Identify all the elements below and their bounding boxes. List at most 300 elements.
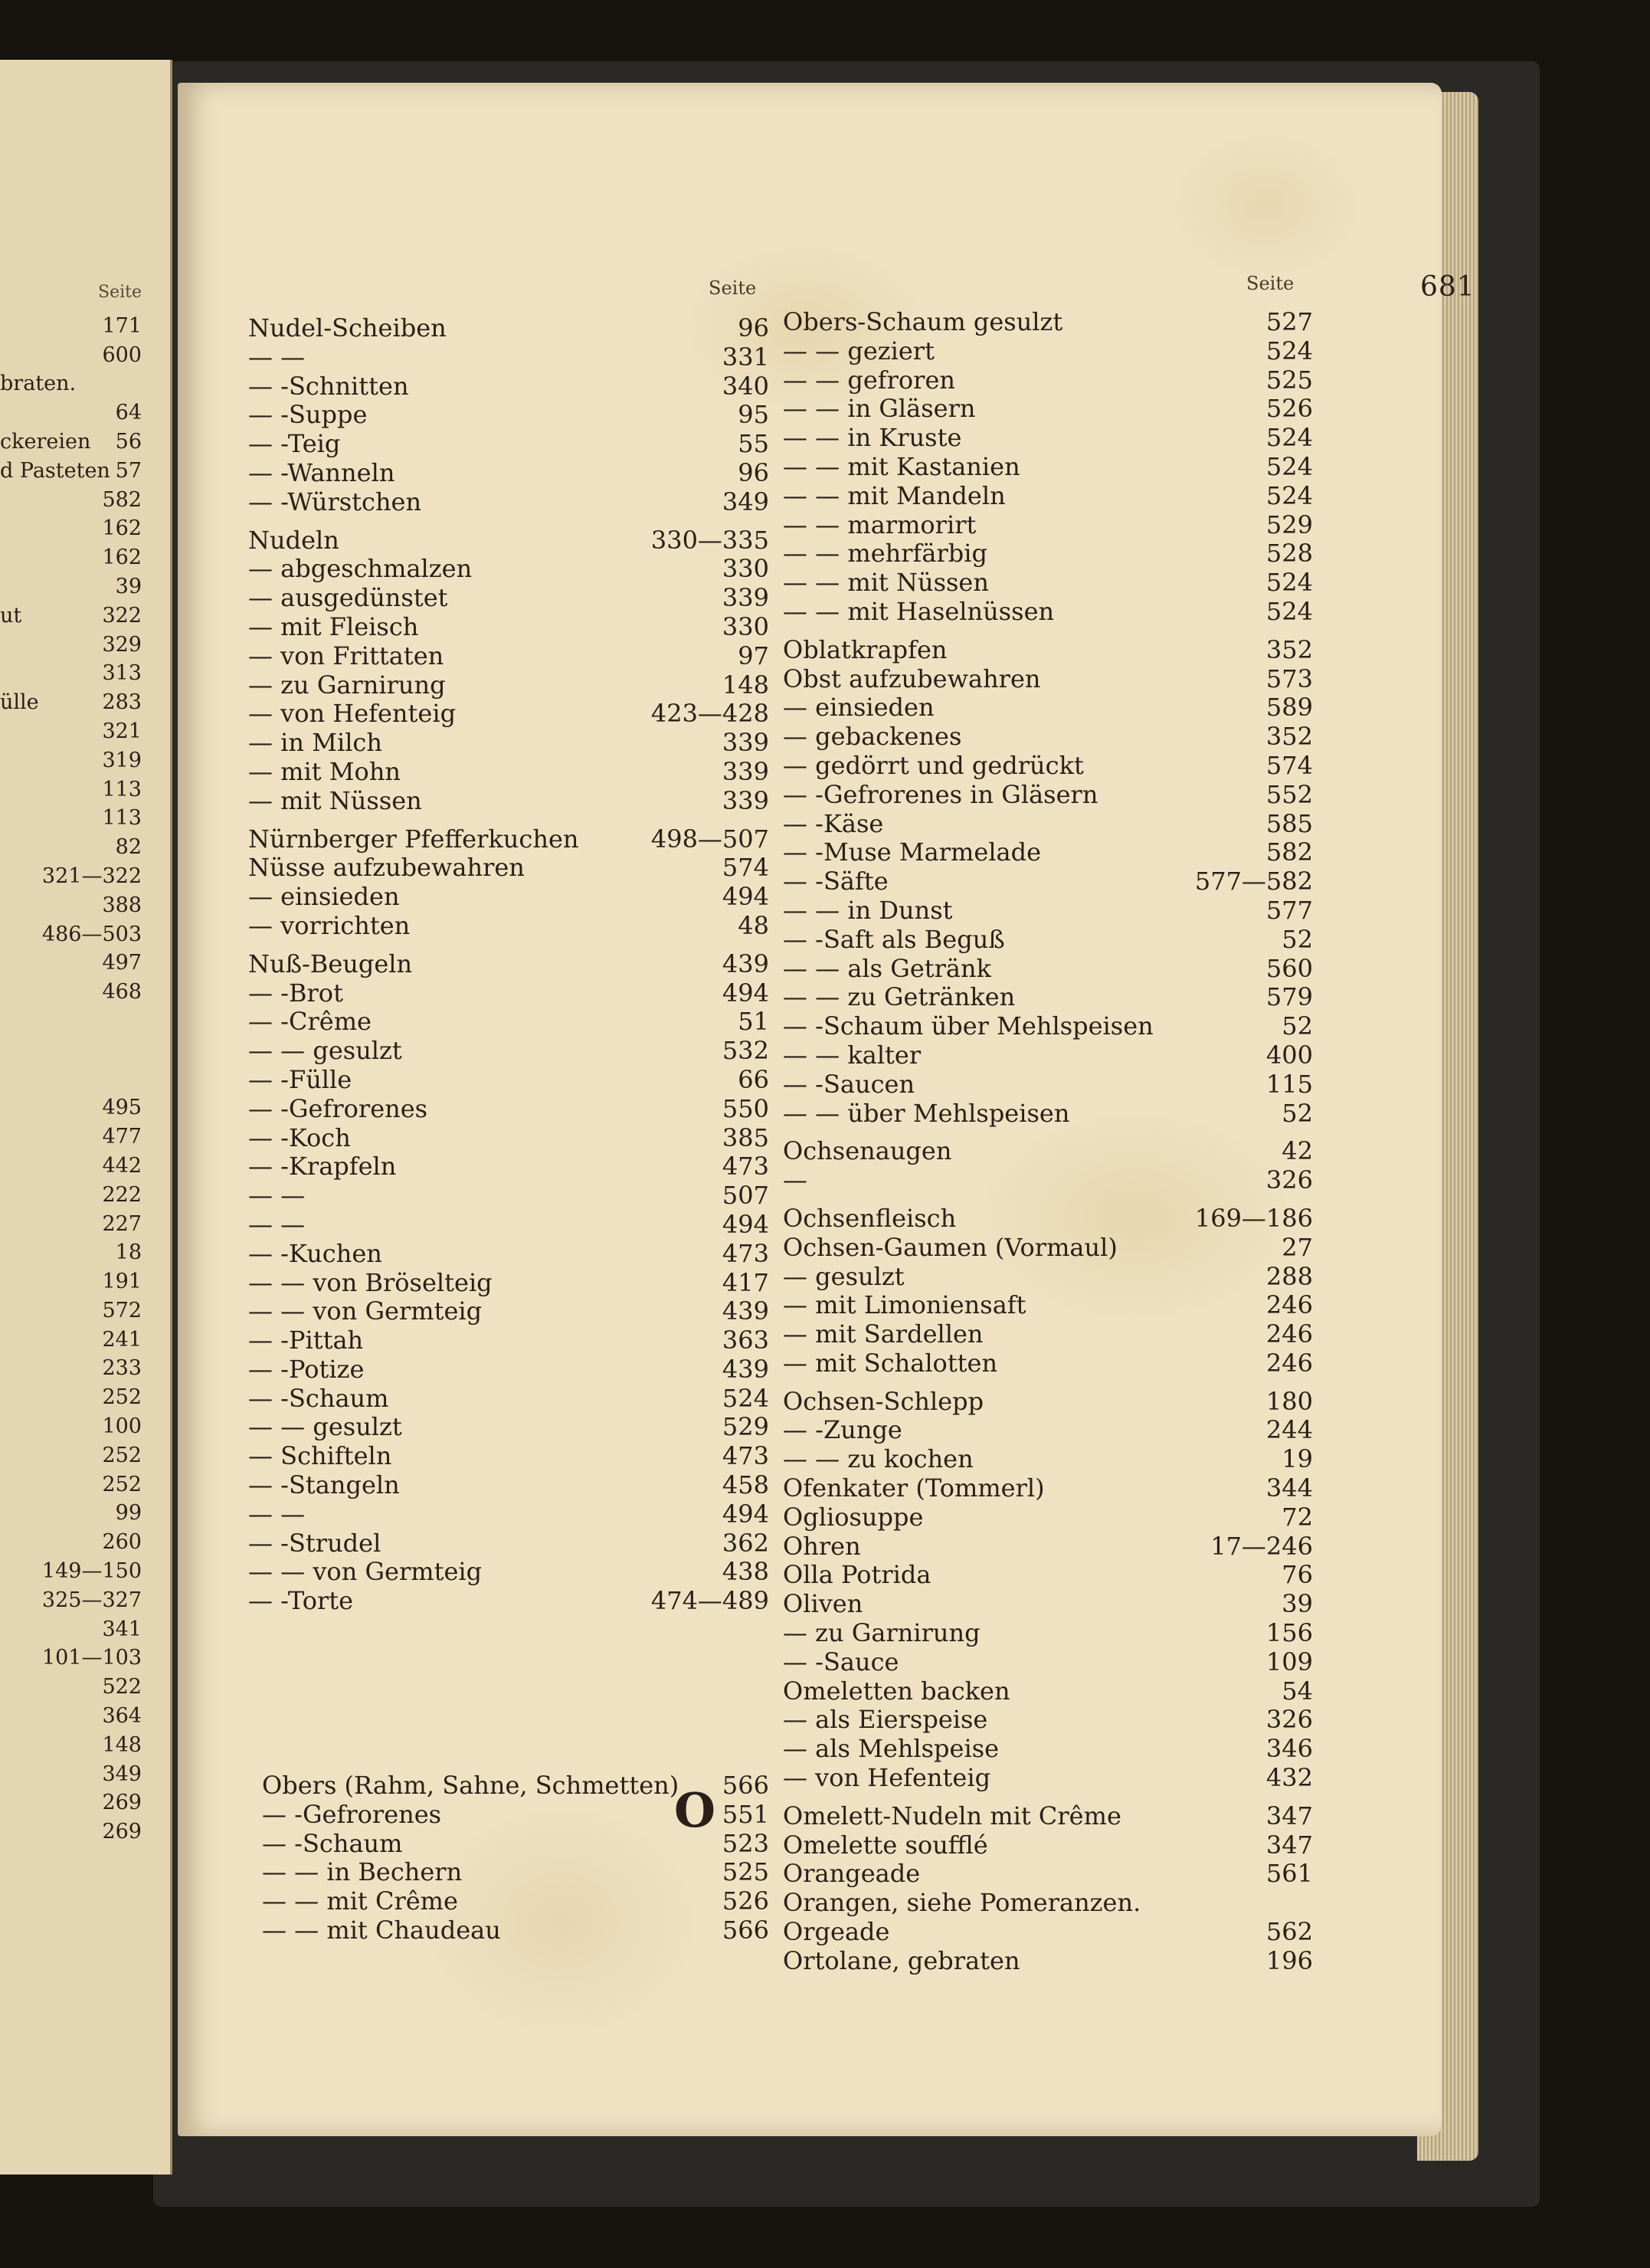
entry-page: 473 [722, 1441, 769, 1471]
index-entry [783, 1561, 1313, 1590]
index-entry [783, 1388, 1313, 1417]
left-index-entry [0, 1644, 142, 1673]
entry-page: 362 [722, 1528, 769, 1558]
entry-text: — -Muse Marmelade [783, 837, 1042, 867]
left-entry-page: 113 [102, 806, 142, 831]
entry-page: 417 [722, 1267, 769, 1297]
entry-page: 529 [722, 1412, 769, 1442]
entry-page: 346 [1265, 1734, 1313, 1764]
index-entry [783, 810, 1313, 839]
entry-page: 115 [1265, 1069, 1313, 1099]
left-index-entry [0, 1760, 142, 1789]
left-index-entry [0, 543, 142, 572]
entry-text: — [783, 1165, 807, 1195]
index-entry [783, 1947, 1313, 1976]
entry-page: 494 [722, 978, 769, 1008]
index-entry [783, 1263, 1313, 1292]
index-entry [248, 343, 769, 372]
entry-text: — -Krapfeln [248, 1152, 397, 1182]
index-entry [783, 752, 1313, 781]
left-entry-page: 18 [115, 1241, 142, 1265]
entry-page: 524 [722, 1383, 769, 1413]
left-entry-page: 148 [102, 1732, 142, 1757]
left-entry-page: 56 [115, 429, 142, 454]
entry-page: 169—186 [1194, 1203, 1313, 1233]
index-entry [783, 1532, 1313, 1562]
index-entry [262, 1801, 769, 1830]
left-entry-fragment: braten. [0, 372, 77, 396]
entry-text: — ausgedünstet [248, 583, 448, 613]
index-entry [248, 1152, 769, 1182]
entry-text: — -Pittah [248, 1326, 364, 1355]
entry-page: 339 [722, 583, 769, 613]
entry-text: — zu Garnirung [248, 670, 446, 700]
index-entry [248, 883, 769, 912]
entry-text: — -Potize [248, 1354, 365, 1384]
entry-text: — -Torte [248, 1586, 354, 1616]
left-entry-page: 497 [102, 951, 142, 975]
index-entry [783, 693, 1313, 723]
seite-label-left: Seite [709, 277, 757, 299]
left-entry-page: 341 [102, 1617, 142, 1641]
entry-page: 66 [738, 1064, 769, 1094]
left-entry-page: 582 [102, 487, 142, 512]
entry-page: 340 [722, 371, 769, 401]
index-entry [248, 1008, 769, 1037]
entry-text: — gebackenes [783, 722, 962, 752]
left-index-entry [0, 1036, 142, 1065]
left-index-entry [0, 1731, 142, 1760]
left-index-entry [0, 1152, 142, 1181]
entry-page: 525 [722, 1857, 769, 1887]
entry-text: Nudeln [248, 525, 339, 555]
entry-text: Oliven [783, 1589, 863, 1619]
entry-text: — -Sauce [783, 1647, 899, 1676]
entry-page: 246 [1265, 1290, 1313, 1320]
index-entry [248, 1587, 769, 1616]
entry-text: — — mit Kastanien [783, 451, 1020, 481]
left-index-entry [0, 312, 142, 341]
entry-page: 474—489 [650, 1586, 769, 1616]
entry-text: — mit Schalotten [783, 1348, 998, 1378]
entry-text: — als Mehlspeise [783, 1734, 1000, 1764]
left-entry-page: 321—322 [41, 864, 142, 888]
entry-page: 330 [722, 554, 769, 584]
left-index-entry [0, 1383, 142, 1412]
index-entry [783, 723, 1313, 752]
index-entry [248, 1500, 769, 1529]
entry-page: 109 [1265, 1647, 1313, 1676]
index-entry [248, 1182, 769, 1211]
entry-text: — -Crême [248, 1007, 372, 1037]
entry-page: 339 [722, 785, 769, 815]
index-entry [783, 1706, 1313, 1735]
entry-page: 561 [1265, 1859, 1313, 1889]
entry-text: — — in Dunst [783, 895, 953, 925]
entry-text: — -Stangeln [248, 1470, 400, 1500]
left-index-entry [0, 428, 142, 457]
entry-page: 524 [1265, 336, 1313, 365]
entry-text: — mit Fleisch [248, 611, 419, 641]
entry-page: 344 [1265, 1473, 1313, 1503]
entry-text: — — [248, 1209, 306, 1239]
entry-page: 574 [722, 853, 769, 883]
index-entry [248, 526, 769, 556]
entry-page: 19 [1282, 1444, 1313, 1474]
entry-page: 577 [1265, 895, 1313, 925]
left-entry-page: 329 [102, 632, 142, 657]
entry-text: — -Strudel [248, 1528, 381, 1558]
entry-text: — — gesulzt [248, 1412, 402, 1442]
entry-text: Nuß-Beugeln [248, 949, 413, 978]
entry-page: 524 [1265, 451, 1313, 481]
entry-text: — mit Sardellen [783, 1319, 984, 1349]
entry-page: 385 [722, 1123, 769, 1152]
entry-text: — — [248, 342, 306, 372]
entry-text: — -Würstchen [248, 487, 422, 516]
entry-page: 95 [738, 400, 769, 430]
entry-text: — vorrichten [248, 910, 411, 940]
entry-text: — -Saft als Beguß [783, 924, 1005, 954]
entry-text: Obers (Rahm, Sahne, Schmetten) [262, 1771, 679, 1800]
index-entry [248, 825, 769, 854]
index-entry [783, 1012, 1313, 1041]
entry-page: 589 [1265, 693, 1313, 723]
left-index-entry [0, 1441, 142, 1470]
entry-page: 400 [1265, 1040, 1313, 1070]
left-index-entry [0, 1557, 142, 1586]
left-entry-page: 468 [102, 980, 142, 1005]
left-entry-page: 442 [102, 1153, 142, 1178]
left-index-entry [0, 1093, 142, 1123]
index-entry [783, 1416, 1313, 1445]
entry-page: 363 [722, 1326, 769, 1355]
left-index-entry [0, 1788, 142, 1817]
index-entry [248, 1355, 769, 1385]
left-entry-page: 325—327 [41, 1588, 142, 1612]
index-column-left-o [262, 1771, 769, 1945]
index-entry [248, 1095, 769, 1124]
entry-text: — — mehrfärbig [783, 539, 987, 569]
entry-text: — — in Kruste [783, 423, 962, 453]
index-entry [248, 1385, 769, 1414]
entry-page: 352 [1265, 634, 1313, 664]
entry-text: Ochsenaugen [783, 1136, 952, 1166]
index-entry [783, 896, 1313, 926]
entry-page: 552 [1265, 779, 1313, 809]
index-entry [783, 1677, 1313, 1706]
entry-page: 331 [722, 342, 769, 372]
left-index-entry [0, 659, 142, 688]
left-index-entry [0, 1296, 142, 1326]
entry-text: — einsieden [248, 882, 400, 912]
index-entry [783, 1137, 1313, 1166]
index-entry [783, 1619, 1313, 1648]
entry-text: Omeletten backen [783, 1676, 1010, 1706]
seite-label-right: Seite [1246, 273, 1295, 294]
index-entry [248, 700, 769, 729]
index-entry [783, 636, 1313, 665]
left-index-entry [0, 978, 142, 1007]
left-index-entry [0, 1267, 142, 1296]
entry-page: 494 [722, 882, 769, 912]
index-entry [783, 1764, 1313, 1793]
page-number: 681 [1420, 271, 1475, 303]
left-entry-fragment: ckereien [0, 429, 91, 454]
left-entry-fragment: ut [0, 603, 22, 628]
left-index-entry [0, 631, 142, 660]
entry-page: 288 [1265, 1261, 1313, 1291]
index-entry [248, 979, 769, 1008]
index-entry [783, 955, 1313, 984]
entry-text: — -Wanneln [248, 457, 395, 487]
index-entry [248, 372, 769, 401]
index-entry [248, 1471, 769, 1500]
left-index-entry [0, 1702, 142, 1731]
index-entry [783, 1100, 1313, 1129]
entry-page: 529 [1265, 510, 1313, 539]
entry-text: — -Gefrorenes [248, 1093, 428, 1123]
index-entry [248, 1211, 769, 1240]
index-entry [783, 1349, 1313, 1378]
left-entry-page: 572 [102, 1298, 142, 1322]
entry-page: 246 [1265, 1319, 1313, 1349]
left-entry-page: 486—503 [41, 922, 142, 946]
entry-text: Ortolane, gebraten [783, 1945, 1020, 1975]
entry-text: — -Kuchen [248, 1238, 382, 1268]
entry-text: Nudel-Scheiben [248, 313, 447, 342]
index-entry [248, 584, 769, 613]
index-entry [248, 401, 769, 430]
index-entry [783, 308, 1313, 337]
entry-page: 326 [1265, 1165, 1313, 1195]
index-entry [783, 1735, 1313, 1764]
left-entry-page: 321 [102, 719, 142, 743]
entry-page: 577—582 [1194, 867, 1313, 896]
left-index-entry [0, 833, 142, 862]
entry-text: — — von Germteig [248, 1296, 483, 1326]
entry-text: Obers-Schaum gesulzt [783, 307, 1063, 336]
left-index-entry [0, 457, 142, 486]
entry-page: 349 [722, 487, 769, 516]
entry-page: 498—507 [650, 824, 769, 854]
left-page-index [0, 278, 142, 1847]
index-entry [248, 555, 769, 584]
left-index-entry [0, 1238, 142, 1267]
left-index-entry [0, 1354, 142, 1383]
left-entry-page: 349 [102, 1762, 142, 1786]
index-entry [262, 1916, 769, 1945]
index-entry [783, 983, 1313, 1012]
index-entry [783, 665, 1313, 694]
entry-page: 196 [1265, 1945, 1313, 1975]
index-entry [248, 488, 769, 517]
entry-page: 244 [1265, 1415, 1313, 1445]
entry-text: — -Brot [248, 978, 343, 1008]
left-index-entry [0, 920, 142, 949]
entry-page: 551 [722, 1799, 769, 1829]
entry-text: — mit Mohn [248, 756, 401, 786]
left-entry-page: 283 [102, 690, 142, 715]
entry-text: — -Schaum [248, 1383, 389, 1413]
left-index-entry [0, 369, 142, 398]
entry-page: 524 [1265, 423, 1313, 453]
entry-text: Orangeade [783, 1859, 921, 1889]
index-entry [783, 1831, 1313, 1860]
entry-text: — — als Getränk [783, 953, 991, 983]
entry-text: — -Säfte [783, 867, 889, 896]
index-entry [783, 1320, 1313, 1349]
index-page [178, 83, 1475, 2136]
left-index-entry [0, 1586, 142, 1615]
entry-page: 352 [1265, 722, 1313, 752]
entry-page: 347 [1265, 1830, 1313, 1860]
entry-text: — -Zunge [783, 1415, 902, 1445]
entry-page: 526 [1265, 394, 1313, 424]
left-entry-page: 222 [102, 1182, 142, 1207]
entry-text: — einsieden [783, 693, 935, 723]
entry-text: — -Suppe [248, 400, 368, 430]
entry-text: — von Hefenteig [248, 699, 457, 729]
entry-page: 524 [1265, 596, 1313, 626]
left-index-entry [0, 1615, 142, 1644]
left-index-entry [0, 1412, 142, 1441]
left-entry-page: 149—150 [41, 1559, 142, 1584]
entry-page: 423—428 [650, 699, 769, 729]
entry-text: Nüsse aufzubewahren [248, 853, 525, 883]
entry-page: 326 [1265, 1705, 1313, 1735]
entry-text: — — mit Mandeln [783, 480, 1006, 510]
index-entry [262, 1771, 769, 1801]
entry-page: 432 [1265, 1763, 1313, 1793]
entry-text: — -Schaum über Mehlspeisen [783, 1011, 1154, 1041]
left-entry-page: 269 [102, 1791, 142, 1815]
entry-text: — mit Limoniensaft [783, 1290, 1026, 1320]
entry-page: 17—246 [1210, 1531, 1313, 1561]
index-entry [783, 1889, 1313, 1918]
entry-text: Obst aufzubewahren [783, 664, 1041, 693]
entry-text: Oblatkrapfen [783, 634, 948, 664]
left-entry-page: 260 [102, 1530, 142, 1555]
entry-text: — -Schaum [262, 1828, 403, 1858]
entry-page: 246 [1265, 1348, 1313, 1378]
index-entry [783, 838, 1313, 867]
entry-text: — — [248, 1181, 306, 1211]
left-index-entry [0, 514, 142, 543]
left-entry-fragment: ülle [0, 690, 39, 715]
left-index-entry [0, 486, 142, 515]
left-entry-page: 99 [115, 1501, 142, 1526]
entry-page: 525 [1265, 365, 1313, 395]
entry-page: 494 [722, 1499, 769, 1529]
entry-page: 582 [1265, 837, 1313, 867]
entry-text: — -Gefrorenes [262, 1799, 442, 1829]
index-entry [248, 459, 769, 488]
index-column-left [248, 314, 769, 1616]
left-entry-page: 252 [102, 1385, 142, 1410]
index-entry [248, 787, 769, 816]
index-entry [783, 1590, 1313, 1619]
index-entry [783, 1291, 1313, 1320]
entry-text: — — mit Crême [262, 1886, 458, 1916]
index-entry [783, 569, 1313, 598]
index-entry [783, 539, 1313, 569]
index-entry [783, 453, 1313, 482]
left-index-entry [0, 1210, 142, 1239]
index-entry [262, 1858, 769, 1887]
left-entry-page: 364 [102, 1704, 142, 1729]
index-entry [248, 729, 769, 758]
index-entry [783, 1648, 1313, 1677]
entry-page: 573 [1265, 664, 1313, 693]
left-entry-page: 322 [102, 603, 142, 628]
entry-text: — — geziert [783, 336, 935, 365]
entry-text: — -Saucen [783, 1069, 915, 1099]
left-entry-page: 39 [115, 574, 142, 598]
left-entry-page: 82 [115, 835, 142, 860]
left-entry-page: 313 [102, 661, 142, 686]
entry-text: Ochsen-Schlepp [783, 1386, 984, 1416]
index-entry [248, 1529, 769, 1558]
left-entry-page: 241 [102, 1327, 142, 1352]
entry-text: — mit Nüssen [248, 785, 422, 815]
entry-text: — zu Garnirung [783, 1618, 981, 1648]
entry-text: Nürnberger Pfefferkuchen [248, 824, 579, 854]
left-index-entry [0, 1673, 142, 1702]
index-entry [783, 1204, 1313, 1234]
left-index-entry [0, 1528, 142, 1557]
left-entry-page: 233 [102, 1356, 142, 1381]
left-entry-page: 162 [102, 516, 142, 541]
entry-text: — von Frittaten [248, 641, 444, 670]
left-entry-page: 101—103 [41, 1646, 142, 1670]
entry-page: 473 [722, 1238, 769, 1268]
entry-text: — — in Gläsern [783, 394, 976, 424]
index-entry [248, 1240, 769, 1269]
index-entry [262, 1887, 769, 1916]
entry-page: 39 [1282, 1589, 1313, 1619]
left-entry-page: 522 [102, 1675, 142, 1699]
entry-page: 473 [722, 1152, 769, 1182]
left-entry-page: 100 [102, 1414, 142, 1439]
index-entry [783, 1234, 1313, 1263]
entry-page: 52 [1282, 1011, 1313, 1041]
left-entry-page: 269 [102, 1820, 142, 1844]
index-entry [248, 671, 769, 700]
index-entry [248, 1326, 769, 1355]
entry-page: 523 [722, 1828, 769, 1858]
left-index-entry [0, 1326, 142, 1355]
entry-text: — — über Mehlspeisen [783, 1098, 1070, 1128]
entry-page: 438 [722, 1557, 769, 1587]
entry-page: 524 [1265, 480, 1313, 510]
index-entry [248, 1297, 769, 1326]
entry-page: 72 [1282, 1502, 1313, 1532]
index-entry [783, 781, 1313, 810]
entry-text: — -Gefrorenes in Gläsern [783, 779, 1098, 809]
entry-page: 330—335 [650, 525, 769, 555]
entry-text: — — mit Chaudeau [262, 1915, 501, 1945]
entry-page: 585 [1265, 808, 1313, 838]
left-entry-page: 319 [102, 748, 142, 772]
entry-text: — gedörrt und gedrückt [783, 750, 1084, 780]
left-index-entry [0, 398, 142, 428]
index-entry [248, 854, 769, 883]
index-entry [248, 1269, 769, 1298]
entry-page: 48 [738, 910, 769, 940]
entry-text: — — von Bröselteig [248, 1267, 493, 1297]
left-entry-fragment: d Pasteten [0, 458, 110, 483]
